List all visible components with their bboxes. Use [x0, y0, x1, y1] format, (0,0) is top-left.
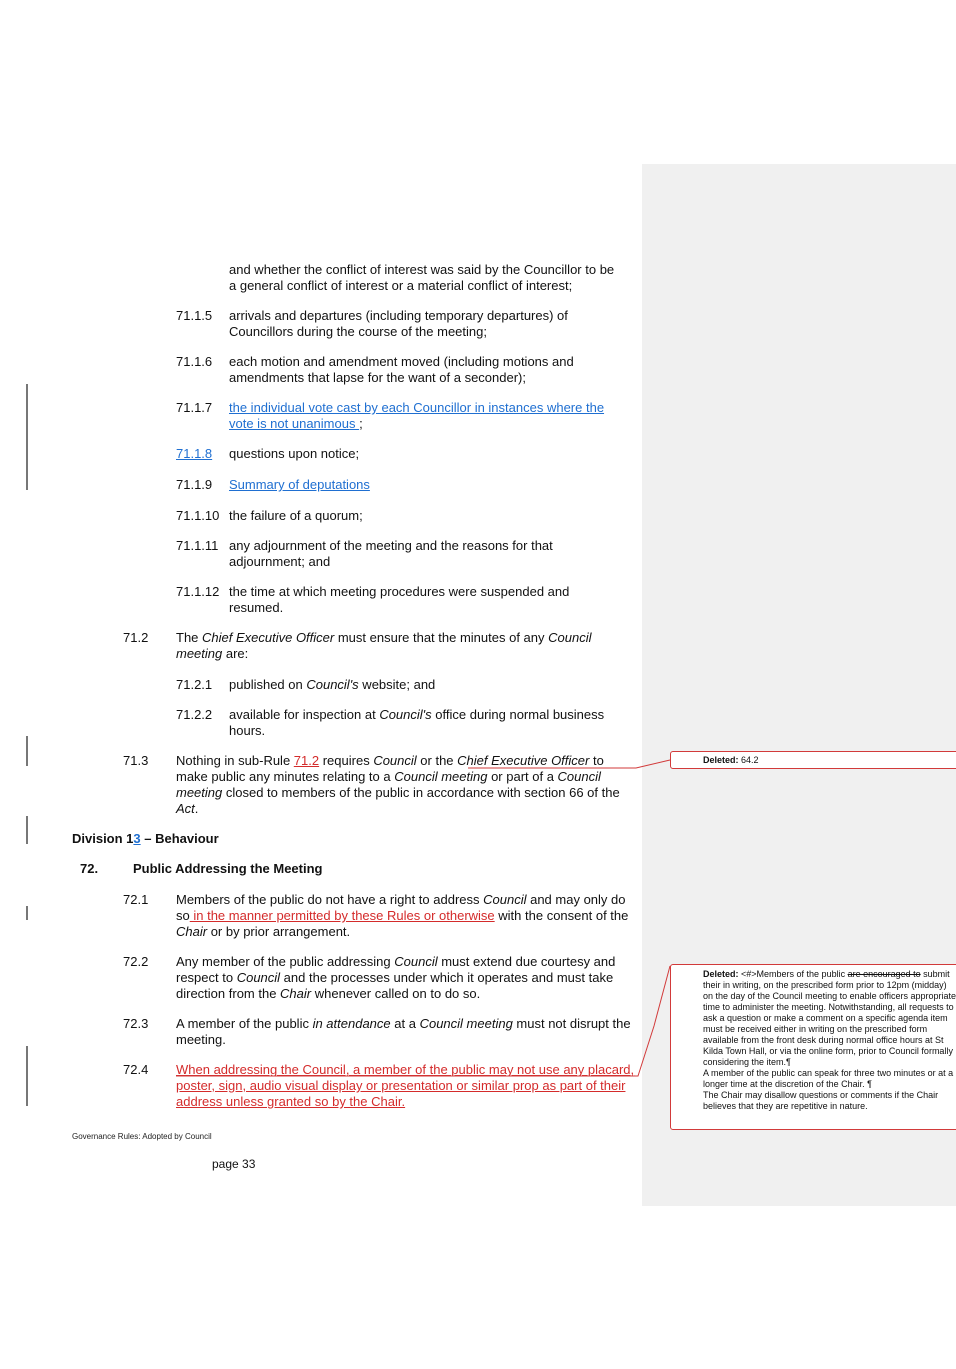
rule-text: Nothing in sub-Rule 71.2 requires Council or the Chief Executive Officer to make public any minutes relating to a Council meeting or part of a Council meeting closed to members of the public in accordance with section 66 of the Act. [176, 753, 620, 816]
rule-number: 71.2 [123, 630, 149, 645]
rule-number: 71.3 [123, 753, 149, 768]
rule-text: Any member of the public addressing Council must extend due courtesy and respect to Council and the processes under which it operates and must take direction from the Chair whenever called on to do so. [176, 954, 616, 1001]
item-number: 71.1.9 [176, 477, 213, 492]
inserted-text: the individual vote cast by each Councillor in instances where the vote is not unanimous [229, 400, 605, 431]
connector-line [176, 966, 670, 1076]
connector-line [468, 760, 670, 768]
inserted-text: in the manner permitted by these Rules or otherwise [189, 908, 495, 923]
division-heading: Division 13 – Behaviour [72, 831, 219, 846]
item-number: 71.1.5 [176, 308, 213, 323]
item-number: 71.1.11 [176, 538, 219, 553]
item-number: 71.1.8 [176, 446, 213, 461]
inserted-rule-text: When addressing the Council, a member of the public may not use any placard, poster, sign, audio visual display or presentation or similar prop as part of their address unless granted so by the Chair. [176, 1062, 635, 1109]
rule-number: 72.2 [123, 954, 149, 969]
inserted-ref: 71.2 [293, 753, 320, 768]
item-text: each motion and amendment moved (including motions and amendments that lapse for the want of a seconder); [229, 354, 574, 385]
item-text: questions upon notice; [229, 446, 360, 461]
rule-number: 72.4 [123, 1062, 149, 1077]
rule-heading-number: 72. [80, 861, 99, 876]
item-number: 71.2.2 [176, 707, 213, 722]
item-text: any adjournment of the meeting and the reasons for that adjournment; and [229, 538, 553, 569]
item-text: the time at which meeting procedures were suspended and resumed. [229, 584, 570, 615]
rule-heading-title: Public Addressing the Meeting [133, 861, 323, 876]
item-text: arrivals and departures (including temporary departures) of Councillors during the course of the meeting; [229, 308, 568, 339]
item-number: 71.1.10 [176, 508, 220, 523]
rule-text: Members of the public do not have a right to address Council and may only do so in the manner permitted by these Rules or otherwise with the consent of the Chair or by prior arrangement. [176, 892, 629, 939]
deleted-balloon[interactable]: Deleted: <#>Members of the public are encouraged to submit their in writing, on the prescribed form prior to 12pm (midday) on the day of the Council meeting to enable officers appropriate time to administer the meeting. Notwithstanding, all requests to ask a question or make a comment on a specific agenda item must be received either in writing on the prescribed form available from the front desk during normal office hours at St Kilda Town Hall, or via the online form, prior to Council formally considering the item.¶ A member of the public can speak for three two minutes or at a longer time at the discretion of the Chair. ¶ The Chair may disallow questions or comments if the Chair believes that they are repetitive in nature. [670, 964, 956, 1130]
page-number: page 33 [212, 1157, 256, 1171]
item-text: the individual vote cast by each Councillor in instances where the vote is not unanimous ; [229, 400, 605, 431]
item-text: the failure of a quorum; [229, 508, 363, 523]
item-number: 71.1.7 [176, 400, 213, 415]
rule-number: 72.1 [123, 892, 149, 907]
continuation-text: and whether the conflict of interest was said by the Councillor to be a general conflict of interest or a material conflict of interest; [229, 262, 615, 293]
item-text: published on Council's website; and [229, 677, 436, 692]
deleted-balloon[interactable]: Deleted: 64.2 [670, 751, 956, 769]
item-number: 71.1.6 [176, 354, 213, 369]
rule-text: A member of the public in attendance at a Council meeting must not disrupt the meeting. [176, 1016, 631, 1047]
rule-number: 72.3 [123, 1016, 149, 1031]
rule-text: The Chief Executive Officer must ensure that the minutes of any Council meeting are: [176, 630, 592, 661]
item-number: 71.1.12 [176, 584, 220, 599]
item-number: 71.2.1 [176, 677, 213, 692]
item-text: Summary of deputations [229, 477, 370, 492]
footer-text: Governance Rules: Adopted by Council [72, 1132, 212, 1141]
item-text: available for inspection at Council's office during normal business hours. [229, 707, 605, 738]
